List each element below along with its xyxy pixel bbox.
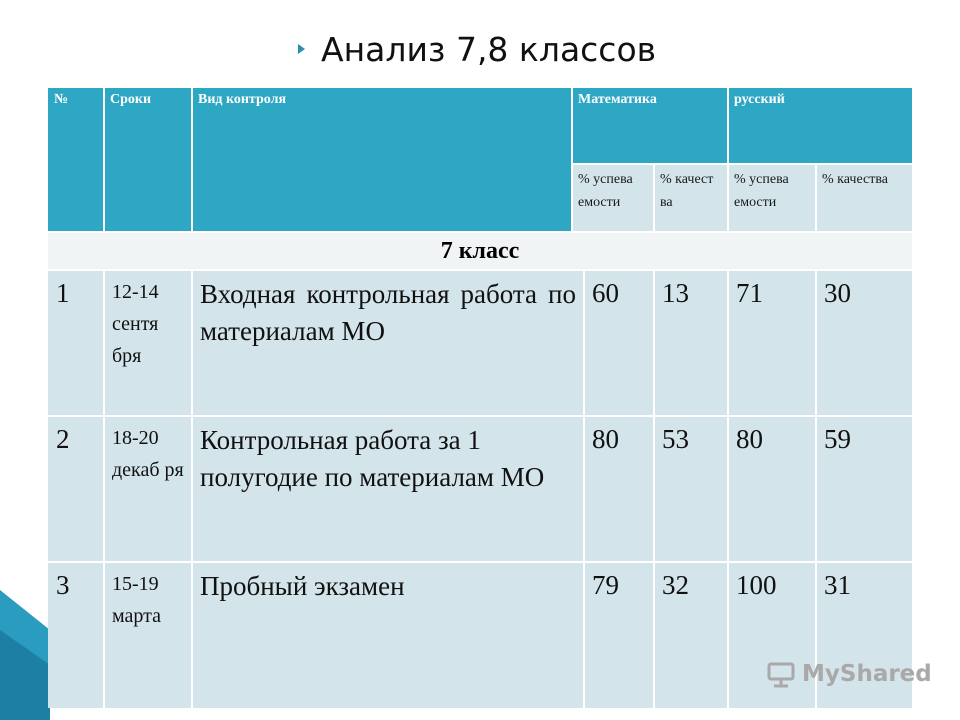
- grid-line: [191, 270, 193, 708]
- row-1-control: Входная контрольная работа по материалам МО: [192, 270, 584, 416]
- grid-line: [815, 164, 817, 232]
- slide-title: [298, 24, 656, 74]
- grid-line: [191, 88, 193, 232]
- row-2-rus-quality: 59: [816, 416, 912, 562]
- row-2-no: 2: [48, 416, 104, 562]
- row-2-control: Контрольная работа за 1 полугодие по материалам МО: [192, 416, 584, 562]
- projector-icon: [766, 659, 796, 689]
- grid-line: [727, 270, 729, 708]
- corner-decoration: [0, 590, 50, 720]
- row-2-math-quality: 53: [654, 416, 728, 562]
- watermark-text: MyShared: [802, 661, 932, 687]
- row-1-math-quality: 13: [654, 270, 728, 416]
- col-header-rus-quality: % качества: [816, 164, 912, 232]
- row-3-math-quality: 32: [654, 562, 728, 708]
- bullet-arrow-icon: [298, 44, 305, 54]
- grid-line: [572, 163, 912, 165]
- grid-line: [815, 270, 817, 708]
- section-label: 7 класс: [48, 232, 912, 270]
- row-3-math-success: 79: [584, 562, 654, 708]
- col-header-math: Математика: [572, 88, 728, 164]
- row-1-rus-success: 71: [728, 270, 816, 416]
- grid-line: [103, 270, 105, 708]
- col-header-russian: русский: [728, 88, 912, 164]
- row-3-rus-success: 100: [728, 562, 816, 708]
- grid-line: [571, 88, 573, 232]
- row-3-no: 3: [48, 562, 104, 708]
- slide-title-text: Анализ 7,8 классов: [321, 29, 657, 69]
- grid-line: [48, 269, 912, 271]
- row-3-period: 15-19 марта: [104, 562, 192, 708]
- row-1-no: 1: [48, 270, 104, 416]
- grid-line: [583, 270, 585, 708]
- grid-line: [48, 415, 912, 417]
- col-header-math-success: % успева емости: [572, 164, 654, 232]
- grid-line: [48, 231, 912, 233]
- row-1-rus-quality: 30: [816, 270, 912, 416]
- col-header-math-quality: % качест ва: [654, 164, 728, 232]
- col-header-period: Сроки: [104, 88, 192, 232]
- results-table: [48, 88, 912, 708]
- grid-line: [653, 270, 655, 708]
- row-2-period: 18-20 декаб ря: [104, 416, 192, 562]
- row-3-rus-quality: 31: [816, 562, 912, 708]
- grid-line: [727, 88, 729, 232]
- row-1-period: 12-14 сентя бря: [104, 270, 192, 416]
- watermark: [766, 656, 932, 692]
- row-3-control: Пробный экзамен: [192, 562, 584, 708]
- col-header-no: №: [48, 88, 104, 232]
- col-header-rus-success: % успева емости: [728, 164, 816, 232]
- grid-line: [103, 88, 105, 232]
- grid-line: [653, 164, 655, 232]
- grid-line: [48, 561, 912, 563]
- col-header-control-type: Вид контроля: [192, 88, 572, 232]
- row-2-math-success: 80: [584, 416, 654, 562]
- row-2-rus-success: 80: [728, 416, 816, 562]
- row-1-math-success: 60: [584, 270, 654, 416]
